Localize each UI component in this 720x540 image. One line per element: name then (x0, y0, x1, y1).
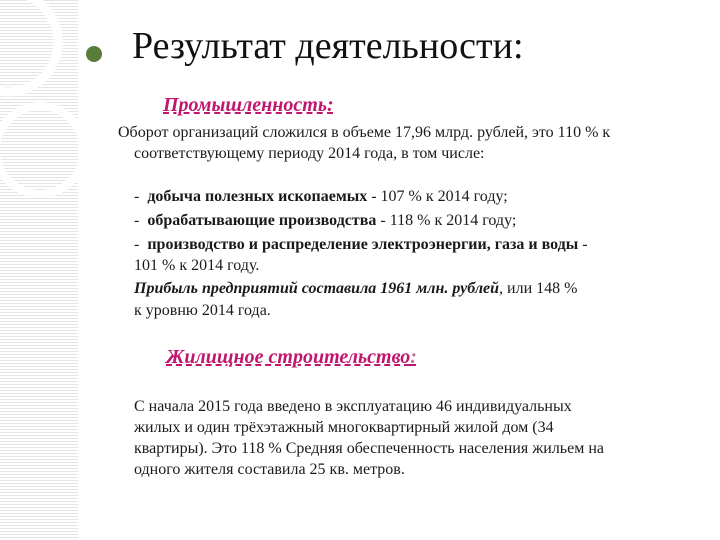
housing-heading-colon: : (410, 346, 417, 368)
item-label: обрабатывающие производства (147, 212, 377, 229)
industry-intro-line-2: соответствующему периоду 2014 года, в том числе: (134, 145, 485, 162)
profit-value: , или 148 % (499, 280, 578, 297)
housing-line-4: одного жителя составила 25 кв. метров. (134, 461, 405, 478)
industry-profit-line-2: к уровню 2014 года. (134, 302, 271, 319)
page-title: Результат деятельности: (132, 25, 524, 67)
item-label: добыча полезных ископаемых (147, 188, 368, 205)
housing-line-2: жилых и один трёхэтажный многоквартирный жилой дом (34 (134, 419, 554, 436)
industry-intro-line-1: Оборот организаций сложился в объеме 17,96 млрд. рублей, это 110 % к (118, 124, 611, 141)
item-dash: - (134, 212, 140, 229)
item-dash: - (134, 188, 140, 205)
industry-heading: Промышленность: (163, 94, 334, 116)
industry-item-energy (134, 234, 588, 255)
item-label: производство и распределение электроэнергии, газа и воды (147, 236, 579, 253)
item-value: - 107 % к 2014 году; (367, 188, 508, 205)
housing-heading-text: Жилищное строительство (166, 346, 411, 368)
title-bullet-icon (86, 46, 102, 62)
item-value: - 118 % к 2014 году; (376, 212, 517, 229)
item-dash: - (134, 236, 140, 253)
housing-heading (166, 346, 417, 369)
housing-line-3: квартиры). Это 118 % Средняя обеспеченность населения жильем на (134, 440, 604, 457)
item-value: - (578, 236, 588, 253)
decorative-circles (0, 0, 78, 540)
industry-item-manufacturing (134, 210, 516, 231)
industry-item-energy-continuation: 101 % к 2014 году. (134, 257, 260, 274)
industry-item-mining (134, 186, 508, 207)
housing-line-1: С начала 2015 года введено в эксплуатацию 46 индивидуальных (134, 398, 572, 415)
profit-label: Прибыль предприятий составила 1961 млн. рублей (134, 280, 500, 297)
industry-profit-line-1 (134, 278, 577, 299)
